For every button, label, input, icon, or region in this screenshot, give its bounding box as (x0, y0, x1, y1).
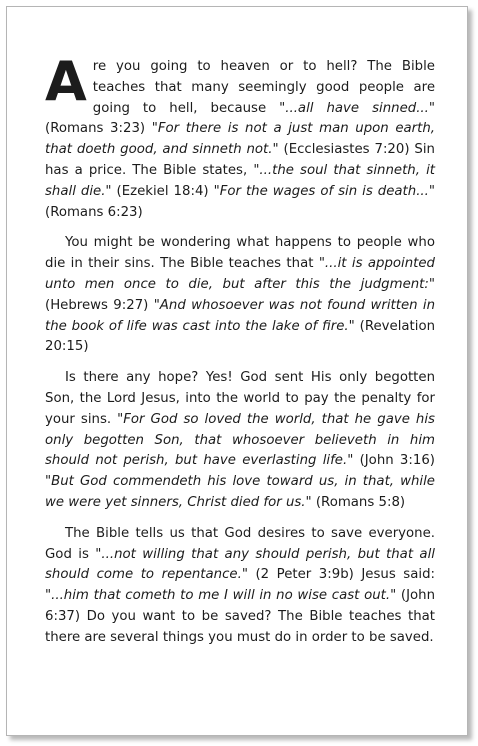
text-segment: (Romans 5:8) (311, 494, 406, 510)
scripture-quote: "For God so loved the world, that he gave his only begotten Son, that whosoever believeth in him should not perish, but have everlasting life." (45, 411, 435, 469)
text-segment: (Ecclesiastes 7:20) Sin has a price. The Bible states, (45, 142, 435, 178)
text-segment: (Romans 6:23) (45, 204, 143, 220)
text-segment: (Ezekiel 18:4) (111, 183, 214, 199)
text-segment: (John 6:37) Do you want to be saved? The Bible teaches that there are several things you must do in order to be saved. (45, 588, 435, 645)
paragraph-hope (45, 368, 435, 514)
text-segment: (Romans 3:23) (45, 121, 152, 137)
paragraph-salvation (45, 524, 435, 649)
scripture-quote: "...not willing that any should perish, but that all should come to repentance." (45, 546, 435, 583)
paragraph-heaven-or-hell (45, 50, 435, 223)
scripture-quote: "And whosoever was not found written in the book of life was cast into the lake of fire." (45, 297, 436, 334)
text-segment: re you going to heaven or to hell? The Bible teaches that many seemingly good people are going to hell, because (92, 59, 435, 116)
tract-body (45, 50, 436, 659)
text-segment: The Bible tells us that God desires to save everyone. God is (45, 525, 435, 562)
scripture-quote: "...it is appointed unto men once to die, but after this the judgment:" (45, 256, 435, 292)
text-segment: Is there any hope? Yes! God sent His only begotten Son, the Lord Jesus, into the world to pay the penalty for your sins. (45, 370, 435, 427)
scripture-quote: "For there is not a just man upon earth, that doeth good, and sinneth not." (45, 121, 435, 158)
drop-cap: A (45, 50, 87, 113)
scripture-quote: "For the wages of sin is death..." (213, 183, 435, 199)
paragraph-judgment (45, 233, 435, 358)
tract-page (6, 6, 468, 736)
text-segment: (John 3:16) (353, 453, 435, 469)
text-segment: You might be wondering what happens to people who die in their sins. The Bible teaches that (45, 235, 435, 272)
scripture-quote: "...him that cometh to me I will in no wise cast out." (45, 588, 397, 604)
text-segment: (2 Peter 3:9b) Jesus said: (247, 567, 435, 583)
scripture-quote: "But God commendeth his love toward us, in that, while we were yet sinners, Christ died for us." (45, 474, 435, 510)
text-segment: (Revelation 20:15) (45, 318, 436, 355)
text-segment: (Hebrews 9:27) (45, 297, 154, 313)
scripture-quote: "...all have sinned..." (279, 100, 435, 116)
scripture-quote: "...the soul that sinneth, it shall die." (45, 162, 435, 199)
